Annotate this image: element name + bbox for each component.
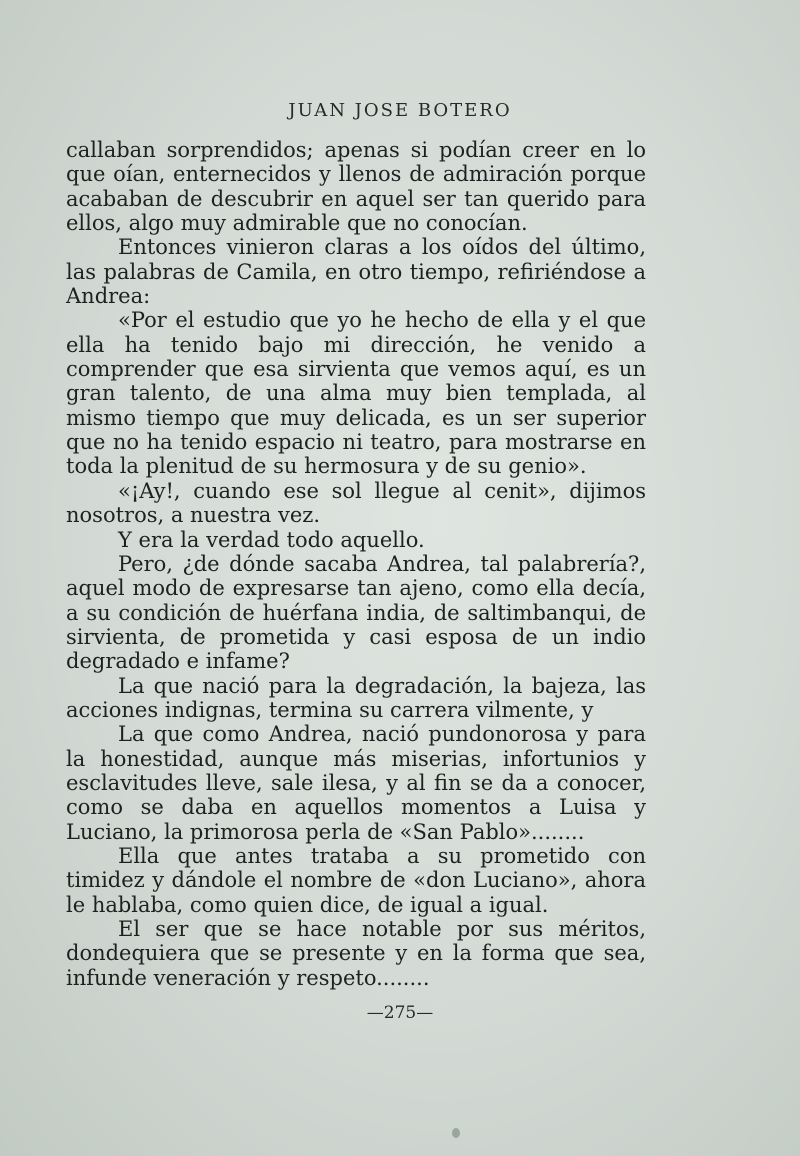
paragraph: Y era la verdad todo aquello. xyxy=(118,527,425,552)
paragraph: Entonces vinieron claras a los oídos del último, las palabras de Camila, en otro tiempo, refiriéndose a Andrea: xyxy=(66,235,646,309)
body-text xyxy=(66,138,646,990)
paragraph: La que nació para la degradación, la bajeza, las acciones indignas, termina su carrera vilmente, y xyxy=(66,673,646,722)
paragraph: callaban sorprendidos; apenas si podían creer en lo que oían, enternecidos y llenos de admiración porque acababan de descubrir en aquel ser tan querido para ellos, algo muy admirable que no conocían. xyxy=(66,138,646,236)
paragraph: Ella que antes trataba a su prometido con timidez y dándole el nombre de «don Luciano», ahora le hablaba, como quien dice, de igual a igual. xyxy=(66,843,646,917)
paragraph: El ser que se hace notable por sus méritos, dondequiera que se presente y en la forma que sea, infunde veneración y respeto........ xyxy=(66,917,646,990)
paragraph: La que como Andrea, nació pundonorosa y para la honestidad, aunque más miserias, infortunios y esclavitudes lleve, sale ilesa, y al fin se da a conocer, como se daba en aquellos momentos a Luisa y Luciano, la primorosa perla de «San Pablo»........ xyxy=(66,722,646,844)
paragraph: «¡Ay!, cuando ese sol llegue al cenit», dijimos nosotros, a nuestra vez. xyxy=(66,478,646,528)
running-header: JUAN JOSE BOTERO xyxy=(288,100,512,121)
paragraph: «Por el estudio que yo he hecho de ella y el que ella ha tenido bajo mi dirección, he venido a comprender que esa sirvienta que vemos aquí, es un gran talento, de una alma muy bien templada, al mismo tiempo que muy delicada, es un ser superior que no ha tenido espacio ni teatro, para mostrarse en toda la plenitud de su hermosura y de su genio». xyxy=(66,308,646,479)
page-number: —275— xyxy=(366,1003,434,1023)
ink-spot xyxy=(452,1128,460,1138)
paragraph: Pero, ¿de dónde sacaba Andrea, tal palabrería?, aquel modo de expresarse tan ajeno, como ella decía, a su condición de huérfana india, de saltimbanqui, de sirvienta, de prometida y casi esposa de un indio degradado e infame? xyxy=(66,551,646,674)
